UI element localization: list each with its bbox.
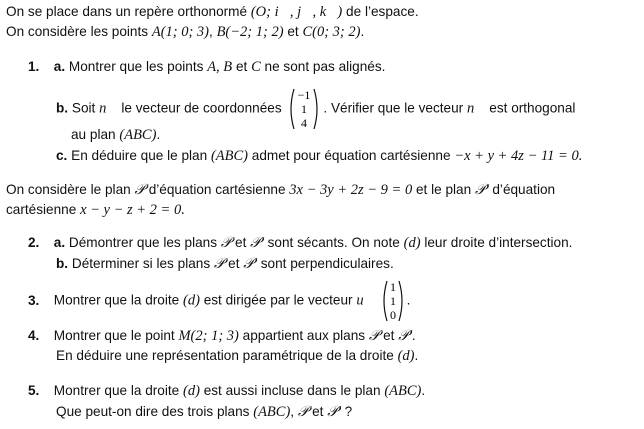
- vector-n-coordinates: [287, 87, 321, 131]
- q5-text: Montrer que la droite: [53, 383, 180, 398]
- line-d: (d): [183, 383, 200, 399]
- vector-n-2: n⃗: [466, 100, 486, 117]
- vector-n: n⃗: [99, 100, 118, 117]
- q5-text-2: est aussi incluse dans le plan: [203, 383, 381, 398]
- plane-abc-2: (ABC): [210, 148, 248, 164]
- question-1a: [28, 58, 385, 76]
- q2a-text-3: leur droite d’intersection.: [424, 235, 573, 250]
- line-d: (d): [183, 292, 200, 309]
- vector-n-y: 1: [301, 102, 308, 116]
- vector-u: u⃗: [356, 292, 375, 309]
- equation-p-prime: x − y − z + 2 = 0.: [80, 202, 185, 218]
- line-d: (d): [397, 348, 415, 364]
- intro-text-end: de l’espace.: [346, 4, 419, 19]
- subquestion-label-a: a.: [53, 59, 66, 74]
- planes-text: On considère le plan: [6, 182, 131, 197]
- planes-text-3: et le plan: [415, 182, 472, 197]
- q2a-text: Démontrer que les plans: [68, 235, 218, 250]
- and-word: et: [312, 404, 324, 419]
- q2b-text-2: sont perpendiculaires.: [260, 256, 394, 271]
- subquestion-label-a: a.: [53, 235, 66, 250]
- and-word: et: [235, 235, 247, 250]
- period: .: [421, 383, 426, 398]
- q3-text: Montrer que la droite: [53, 292, 180, 308]
- planes-text-5: cartésienne: [6, 202, 77, 217]
- question-number-3: 3.: [28, 292, 40, 308]
- vector-u-x: 1: [389, 280, 396, 294]
- point-c: C(0; 3; 2): [302, 24, 361, 40]
- q4-text-3: En déduire une représentation paramétrique de la droite: [56, 348, 394, 363]
- and-word: et: [287, 24, 299, 39]
- comma: ,: [209, 24, 213, 39]
- q1b-text-4: est orthogonal: [489, 100, 576, 116]
- question-1b-cont: [71, 126, 160, 144]
- question-2a: [28, 234, 572, 252]
- planes-text-4: d’équation: [492, 182, 556, 197]
- q1c-text-2: admet pour équation cartésienne: [251, 148, 451, 163]
- plane-abc: (ABC): [384, 383, 422, 399]
- plane-p-prime: 𝒫′: [250, 235, 264, 251]
- question-5: [28, 382, 425, 400]
- plane-p-prime: 𝒫′: [474, 182, 489, 198]
- question-number-2: 2.: [28, 235, 40, 250]
- intro-line-1: [6, 3, 419, 21]
- planes-line-2: [6, 201, 185, 219]
- points-intro: On considère les points: [6, 24, 149, 39]
- planes-line-1: [6, 181, 555, 199]
- q2a-text-2: sont sécants. On note: [267, 235, 400, 250]
- period: .: [156, 127, 161, 142]
- subquestion-label-b: b.: [56, 100, 69, 116]
- point-b: B(−2; 1; 2): [216, 24, 284, 40]
- vector-n-x: −1: [298, 88, 311, 102]
- q2b-text: Déterminer si les plans: [71, 256, 211, 271]
- question-1b: [56, 87, 575, 131]
- question-number-1: 1.: [28, 59, 40, 74]
- q1a-point-c: C: [251, 59, 261, 75]
- equation-abc: −x + y + 4z − 11 = 0.: [454, 148, 583, 164]
- point-a: A(1; 0; 3): [151, 24, 210, 40]
- frame-notation: (O; i⃗, j⃗, k⃗): [250, 4, 343, 20]
- plane-p-prime: 𝒫′: [243, 256, 257, 272]
- period: .: [411, 328, 416, 343]
- question-number-5: 5.: [28, 383, 40, 398]
- subquestion-label-c: c.: [56, 148, 68, 163]
- vector-n-z: 4: [301, 116, 308, 130]
- vector-n-matrix: [287, 87, 321, 131]
- q1b-text-3: . Vérifier que le vecteur: [323, 100, 464, 116]
- question-3: [28, 279, 410, 323]
- q1b-text-5: au plan: [71, 127, 116, 142]
- plane-p-prime: 𝒫′: [327, 404, 341, 420]
- vector-u-z: 0: [389, 308, 396, 322]
- question-mark: ?: [344, 404, 353, 419]
- and-word: et: [228, 256, 240, 271]
- period: .: [414, 348, 419, 363]
- q1a-points: A, B: [207, 59, 233, 75]
- vector-u-y: 1: [389, 294, 396, 308]
- question-1c: [56, 147, 582, 165]
- q1b-text: Soit: [71, 100, 96, 116]
- question-2b: [56, 255, 394, 273]
- q1a-text-end: ne sont pas alignés.: [264, 59, 386, 74]
- plane-p-prime: 𝒫′: [398, 328, 412, 344]
- point-m: M(2; 1; 3): [178, 328, 239, 344]
- comma: ,: [290, 404, 295, 419]
- equation-p: 3x − 3y + 2z − 9 = 0: [289, 182, 413, 198]
- q3-text-2: est dirigée par le vecteur: [203, 292, 353, 308]
- question-4-cont: [56, 347, 418, 365]
- q1c-text: En déduire que le plan: [71, 148, 208, 163]
- question-5-cont: [56, 403, 352, 421]
- plane-p: 𝒫: [297, 404, 309, 420]
- line-d: (d): [403, 235, 421, 251]
- intro-text: On se place dans un repère orthonormé: [6, 4, 248, 19]
- subquestion-label-b: b.: [56, 256, 69, 271]
- q4-text-2: appartient aux plans: [242, 328, 366, 343]
- plane-abc: (ABC): [253, 404, 291, 420]
- q1a-text: Montrer que les points: [68, 59, 204, 74]
- vector-u-coordinates: [381, 279, 405, 323]
- plane-p: 𝒫: [213, 256, 225, 272]
- and-word: et: [235, 59, 248, 74]
- vector-u-matrix: [381, 279, 405, 323]
- plane-p: 𝒫: [134, 182, 145, 198]
- plane-p: 𝒫: [368, 328, 380, 344]
- question-number-4: 4.: [28, 328, 40, 343]
- period: .: [360, 24, 365, 39]
- q4-text: Montrer que le point: [53, 328, 175, 343]
- plane-abc: (ABC): [119, 127, 157, 143]
- planes-text-2: d’équation cartésienne: [148, 182, 286, 197]
- intro-line-2: [6, 23, 364, 41]
- q1b-text-2: le vecteur de coordonnées: [121, 100, 282, 116]
- q5-text-3: Que peut-on dire des trois plans: [56, 404, 250, 419]
- question-4: [28, 327, 416, 345]
- plane-p: 𝒫: [220, 235, 232, 251]
- period: .: [406, 292, 411, 308]
- and-word: et: [383, 328, 395, 343]
